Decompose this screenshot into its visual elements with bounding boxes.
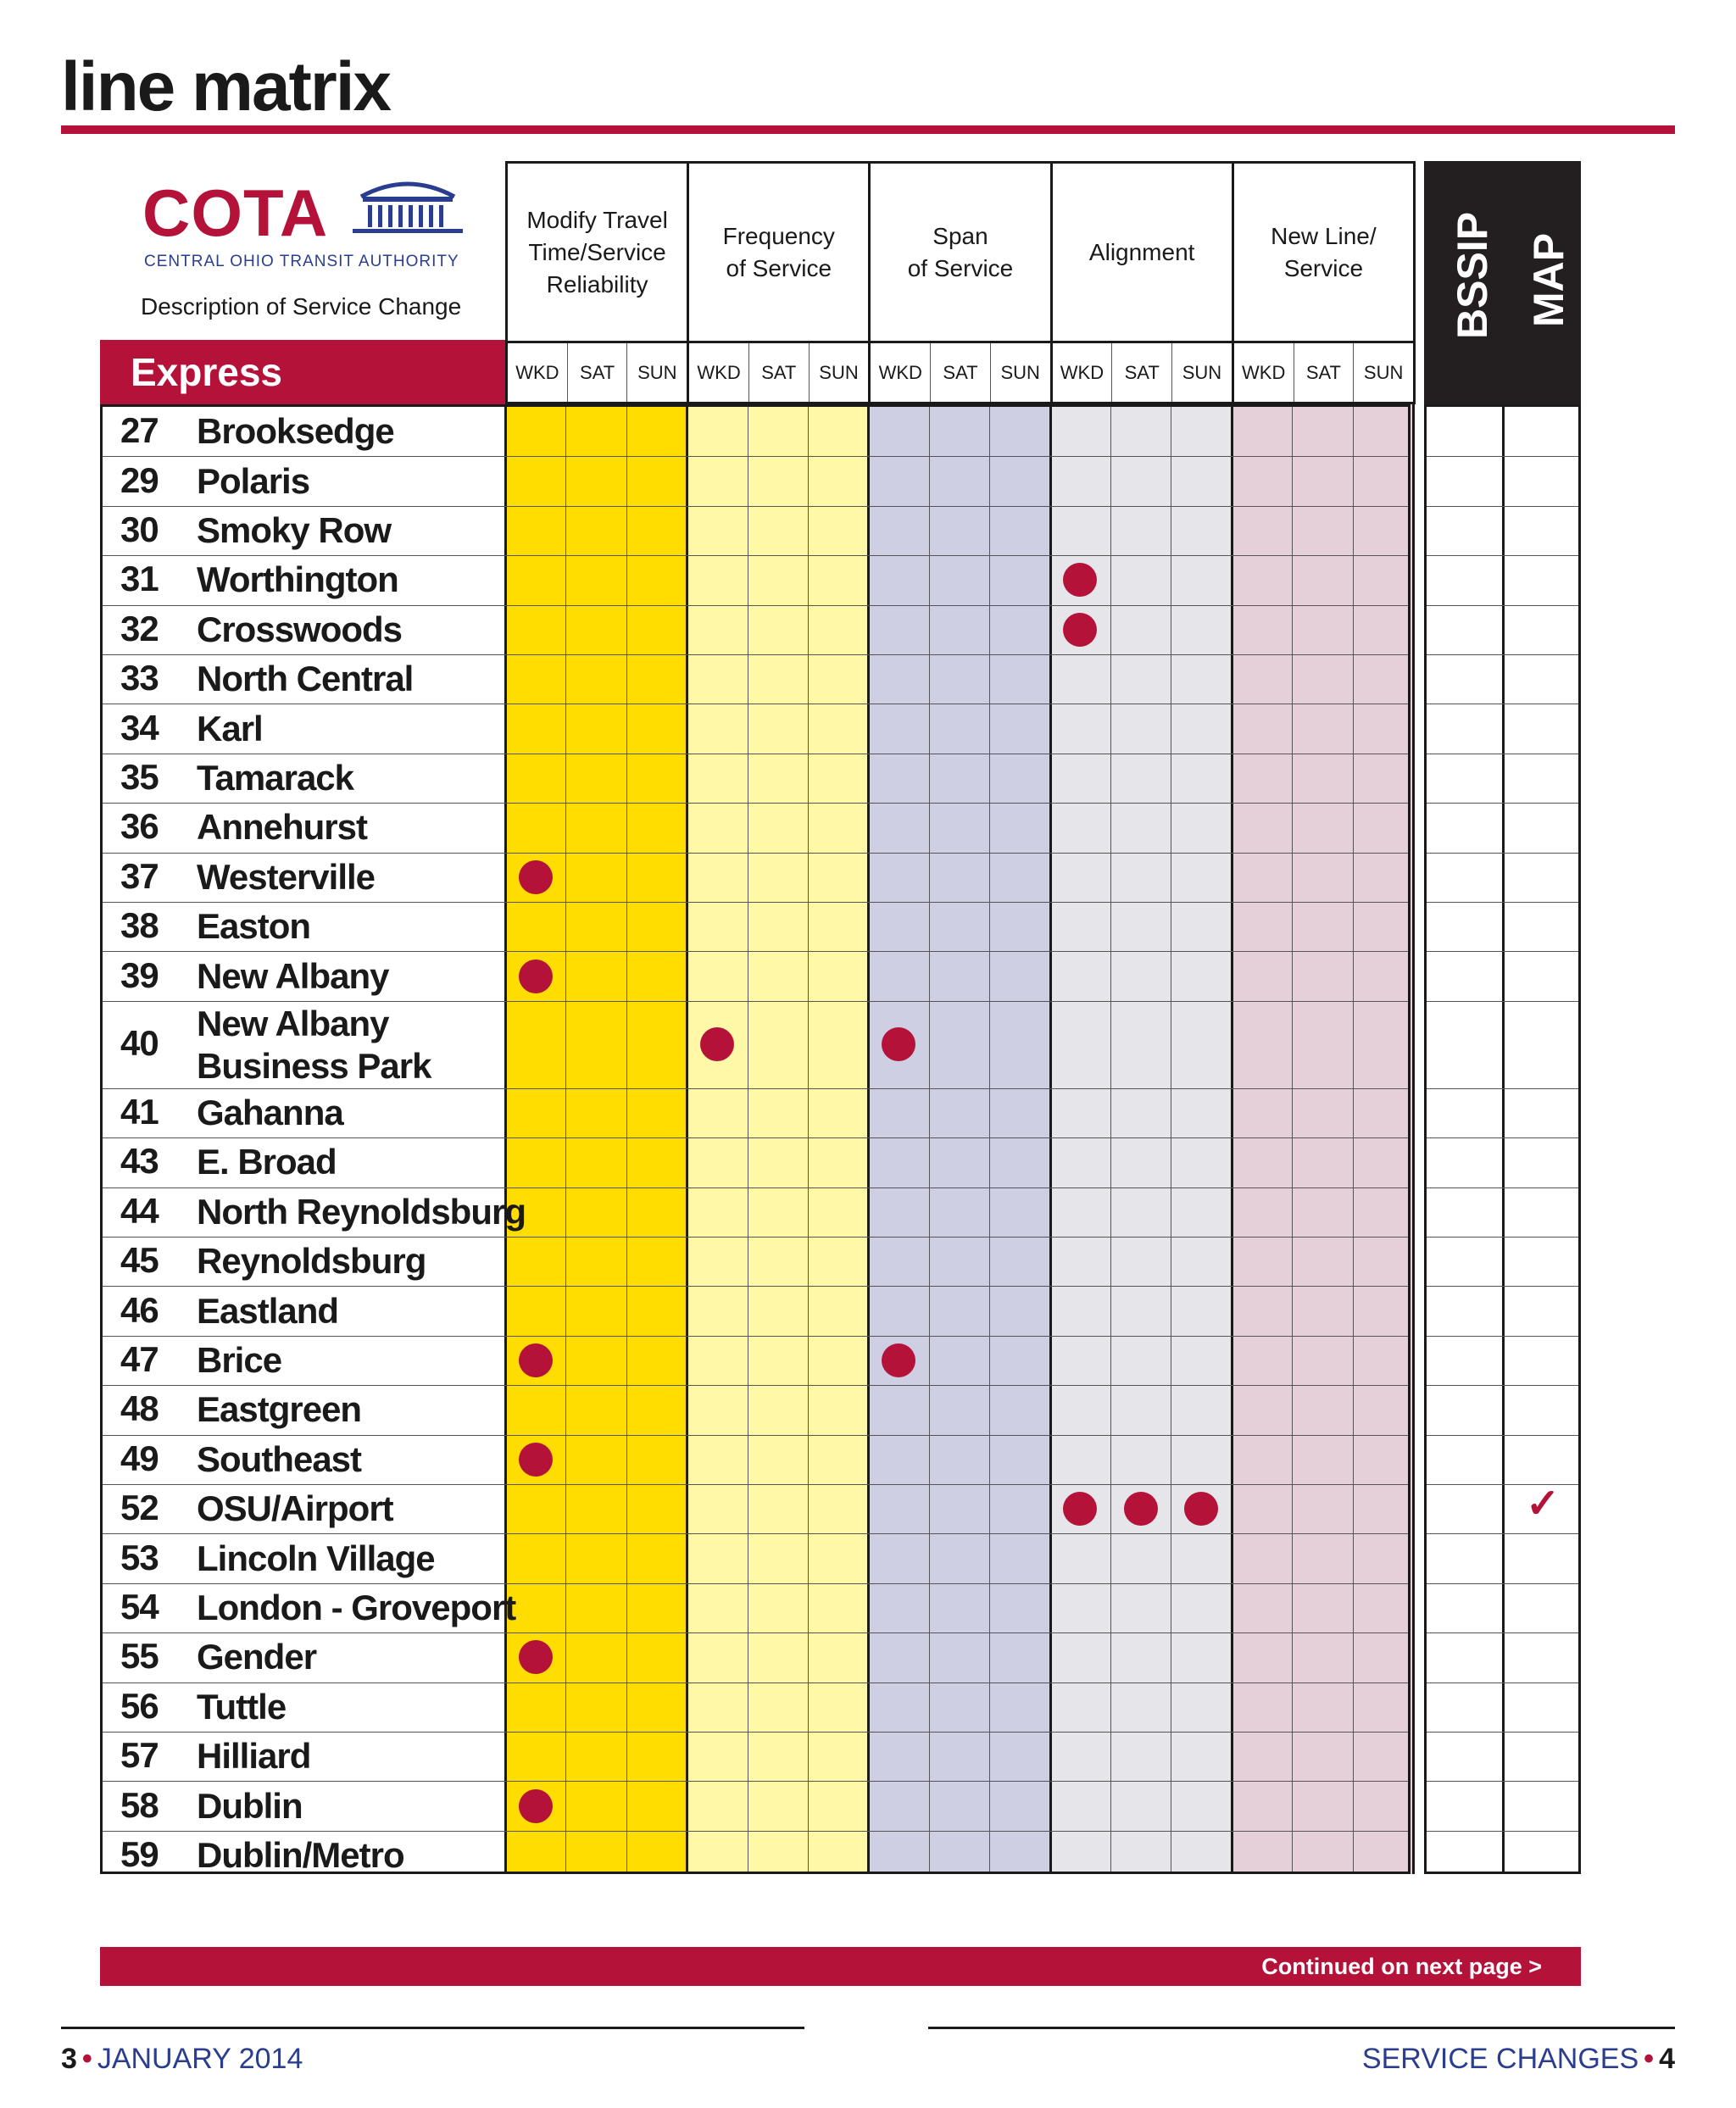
category-label-line: Reliability <box>546 270 648 298</box>
description-label: Description of Service Change <box>141 293 462 320</box>
page-title: line matrix <box>61 48 391 125</box>
route-name: Karl <box>197 708 263 748</box>
category-label <box>908 220 1014 285</box>
day-label-sun: SUN <box>819 361 859 383</box>
footer-rule-left <box>61 2027 804 2029</box>
day-label-wkd: WKD <box>1053 343 1113 402</box>
day-subheader-new-line <box>1232 341 1416 404</box>
route-name-line: New Albany <box>197 1003 389 1043</box>
row-divider <box>103 1385 1408 1386</box>
route-number: 45 <box>120 1240 159 1281</box>
side-row-divider <box>1427 1632 1578 1633</box>
side-row-divider <box>1427 1137 1578 1138</box>
footer-bullet-right: • <box>1644 2043 1655 2075</box>
row-divider <box>103 1583 1408 1584</box>
route-number: 38 <box>120 905 159 946</box>
category-label-line: New Line/ <box>1271 222 1377 249</box>
row-divider <box>103 853 1408 854</box>
route-number: 48 <box>120 1388 159 1429</box>
category-label-line: of Service <box>726 254 832 281</box>
day-label-sun: SUN <box>1363 361 1404 383</box>
route-number: 44 <box>120 1190 159 1231</box>
footer-right <box>1362 2043 1675 2076</box>
route-name: Eastgreen <box>197 1389 362 1430</box>
route-number: 31 <box>120 559 159 599</box>
route-name: Eastland <box>197 1290 339 1331</box>
side-row-divider <box>1427 951 1578 952</box>
day-label-sun: SUN <box>637 361 677 383</box>
route-name: Crosswoods <box>197 609 403 649</box>
row-divider <box>103 1435 1408 1436</box>
day-label-wkd: WKD <box>508 343 568 402</box>
change-marker-dot <box>1063 613 1097 647</box>
side-row-divider <box>1427 605 1578 606</box>
route-number: 47 <box>120 1339 159 1379</box>
route-name: Gender <box>197 1637 317 1677</box>
side-row-divider <box>1427 853 1578 854</box>
category-label-line: Span <box>932 222 988 249</box>
row-divider <box>103 1286 1408 1287</box>
route-name: New Albany <box>197 955 389 996</box>
page-number-left: 3 <box>61 2043 77 2075</box>
side-row-divider <box>1427 1533 1578 1534</box>
route-number: 36 <box>120 806 159 847</box>
side-row-divider <box>1427 1237 1578 1238</box>
side-row-divider <box>1427 1336 1578 1337</box>
change-marker-dot <box>700 1027 734 1061</box>
route-name: Reynoldsburg <box>197 1241 426 1282</box>
route-name: Tuttle <box>197 1686 287 1727</box>
side-row-divider <box>1427 902 1578 903</box>
category-header-new-line <box>1232 161 1416 341</box>
route-number: 56 <box>120 1685 159 1726</box>
row-divider <box>103 951 1408 952</box>
route-number: 46 <box>120 1289 159 1330</box>
row-divider <box>103 1137 1408 1138</box>
route-name: North Central <box>197 659 414 699</box>
category-label <box>1271 220 1377 285</box>
route-name: Westerville <box>197 856 376 897</box>
category-header-span <box>868 161 1052 341</box>
day-label-sun: SUN <box>1182 361 1222 383</box>
logo-subtitle: CENTRAL OHIO TRANSIT AUTHORITY <box>144 253 459 270</box>
side-row-divider <box>1427 654 1578 655</box>
route-name: Dublin/Metro <box>197 1835 404 1875</box>
row-divider <box>103 1001 1408 1002</box>
row-divider <box>103 1533 1408 1534</box>
day-label-wkd: WKD <box>1234 343 1294 402</box>
route-name: North Reynoldsburg <box>197 1191 526 1232</box>
footer-section: SERVICE CHANGES <box>1361 2043 1639 2075</box>
row-divider <box>103 1336 1408 1337</box>
footer-bullet-left: • <box>81 2043 92 2075</box>
day-label-sat: SAT <box>931 343 991 402</box>
column-divider <box>1412 404 1415 1874</box>
route-number: 34 <box>120 707 159 748</box>
route-number: 32 <box>120 608 159 648</box>
side-row-divider <box>1427 1001 1578 1002</box>
row-divider <box>103 1088 1408 1089</box>
day-label-sat: SAT <box>1112 343 1172 402</box>
row-divider <box>103 654 1408 655</box>
row-divider <box>103 902 1408 903</box>
route-name: Worthington <box>197 559 398 600</box>
day-label-sat: SAT <box>568 343 628 402</box>
row-divider <box>103 803 1408 804</box>
side-row-divider <box>1427 1187 1578 1188</box>
logo-wordmark: COTA <box>142 175 329 250</box>
route-name: Annehurst <box>197 807 367 848</box>
route-name: Hilliard <box>197 1736 311 1777</box>
row-divider <box>103 506 1408 507</box>
map-checkmark-icon: ✓ <box>1526 1482 1561 1527</box>
route-number: 49 <box>120 1438 159 1478</box>
route-name: London - Groveport <box>197 1588 516 1627</box>
change-marker-dot <box>519 860 553 894</box>
route-name-line: Business Park <box>197 1045 431 1086</box>
cota-logo <box>102 170 509 339</box>
route-name: OSU/Airport <box>197 1488 393 1529</box>
category-header-alignment <box>1050 161 1234 341</box>
route-number: 30 <box>120 509 159 549</box>
footer-rule-right <box>928 2027 1675 2029</box>
route-number: 40 <box>120 1023 159 1064</box>
side-row-divider <box>1427 1088 1578 1089</box>
side-grid-frame <box>1424 404 1581 1874</box>
side-row-divider <box>1427 1385 1578 1386</box>
row-divider <box>103 1831 1408 1832</box>
row-divider <box>103 456 1408 457</box>
side-row-divider <box>1427 1831 1578 1832</box>
route-name: Brooksedge <box>197 411 394 452</box>
change-marker-dot <box>519 959 553 993</box>
change-marker-dot <box>519 1443 553 1477</box>
change-marker-dot <box>519 1640 553 1674</box>
day-subheader-frequency <box>687 341 871 404</box>
route-number: 43 <box>120 1141 159 1182</box>
day-label-sun: SUN <box>1000 361 1040 383</box>
route-number: 52 <box>120 1488 159 1528</box>
row-divider <box>103 1187 1408 1188</box>
category-label <box>1089 236 1195 269</box>
row-divider <box>103 555 1408 556</box>
extra-columns-header <box>1424 161 1581 404</box>
day-label-sat: SAT <box>1294 343 1355 402</box>
change-marker-dot <box>519 1343 553 1377</box>
day-subheader-travel-time <box>505 341 689 404</box>
category-label-line: Service <box>1283 254 1364 281</box>
side-row-divider <box>1427 1286 1578 1287</box>
change-marker-dot <box>1184 1492 1218 1526</box>
category-label-line: Alignment <box>1088 238 1195 265</box>
route-number: 59 <box>120 1834 159 1874</box>
category-label-line: Frequency <box>722 222 835 249</box>
route-name: Tamarack <box>197 758 354 798</box>
row-divider <box>103 1237 1408 1238</box>
category-label-line: Time/Service <box>528 238 666 265</box>
category-label <box>723 220 835 285</box>
route-name: Easton <box>197 906 311 947</box>
route-number: 55 <box>120 1636 159 1677</box>
route-name: Southeast <box>197 1438 362 1479</box>
row-divider <box>103 1781 1408 1782</box>
category-label-line: Modify Travel <box>526 206 668 233</box>
continued-bar: Continued on next page > <box>100 1947 1581 1986</box>
day-label-wkd: WKD <box>689 343 749 402</box>
change-marker-dot <box>519 1789 553 1823</box>
map-label: MAP <box>1525 232 1572 327</box>
day-label-sat: SAT <box>749 343 810 402</box>
route-number: 57 <box>120 1735 159 1776</box>
day-subheader-span <box>868 341 1052 404</box>
route-number: 53 <box>120 1537 159 1577</box>
route-name: Gahanna <box>197 1093 343 1132</box>
page-number-right: 4 <box>1659 2043 1675 2075</box>
day-label-wkd: WKD <box>871 343 931 402</box>
category-header-travel-time <box>505 161 689 341</box>
route-number: 58 <box>120 1784 159 1825</box>
route-number: 33 <box>120 658 159 698</box>
route-name: E. Broad <box>197 1142 337 1182</box>
route-number: 41 <box>120 1092 159 1132</box>
route-number: 54 <box>120 1587 159 1627</box>
footer-date: JANUARY 2014 <box>97 2043 303 2075</box>
side-row-divider <box>1427 1732 1578 1733</box>
route-number: 37 <box>120 855 159 896</box>
side-row-divider <box>1427 555 1578 556</box>
capitol-building-icon <box>353 178 463 237</box>
route-name: Polaris <box>197 460 310 501</box>
section-header-express: Express <box>100 340 505 404</box>
side-row-divider <box>1427 1435 1578 1436</box>
route-number: 39 <box>120 954 159 995</box>
row-divider <box>103 1484 1408 1485</box>
side-row-divider <box>1427 456 1578 457</box>
route-name: Dublin <box>197 1785 303 1826</box>
row-divider <box>103 605 1408 606</box>
route-number: 35 <box>120 757 159 797</box>
side-row-divider <box>1427 803 1578 804</box>
side-row-divider <box>1427 1781 1578 1782</box>
change-marker-dot <box>882 1343 915 1377</box>
route-number: 29 <box>120 459 159 500</box>
route-number: 27 <box>120 410 159 451</box>
route-name: Lincoln Village <box>197 1538 435 1578</box>
day-subheader-alignment <box>1050 341 1234 404</box>
footer-left <box>61 2043 303 2076</box>
side-row-divider <box>1427 1583 1578 1584</box>
route-name: Smoky Row <box>197 510 392 550</box>
category-label-line: of Service <box>907 254 1014 281</box>
category-label <box>526 204 668 301</box>
category-header-frequency <box>687 161 871 341</box>
bssip-label: BSSIP <box>1449 211 1496 339</box>
side-row-divider <box>1427 506 1578 507</box>
route-name: Brice <box>197 1340 282 1380</box>
change-marker-dot <box>1124 1492 1158 1526</box>
title-rule <box>61 125 1675 134</box>
row-divider <box>103 1632 1408 1633</box>
row-divider <box>103 1732 1408 1733</box>
